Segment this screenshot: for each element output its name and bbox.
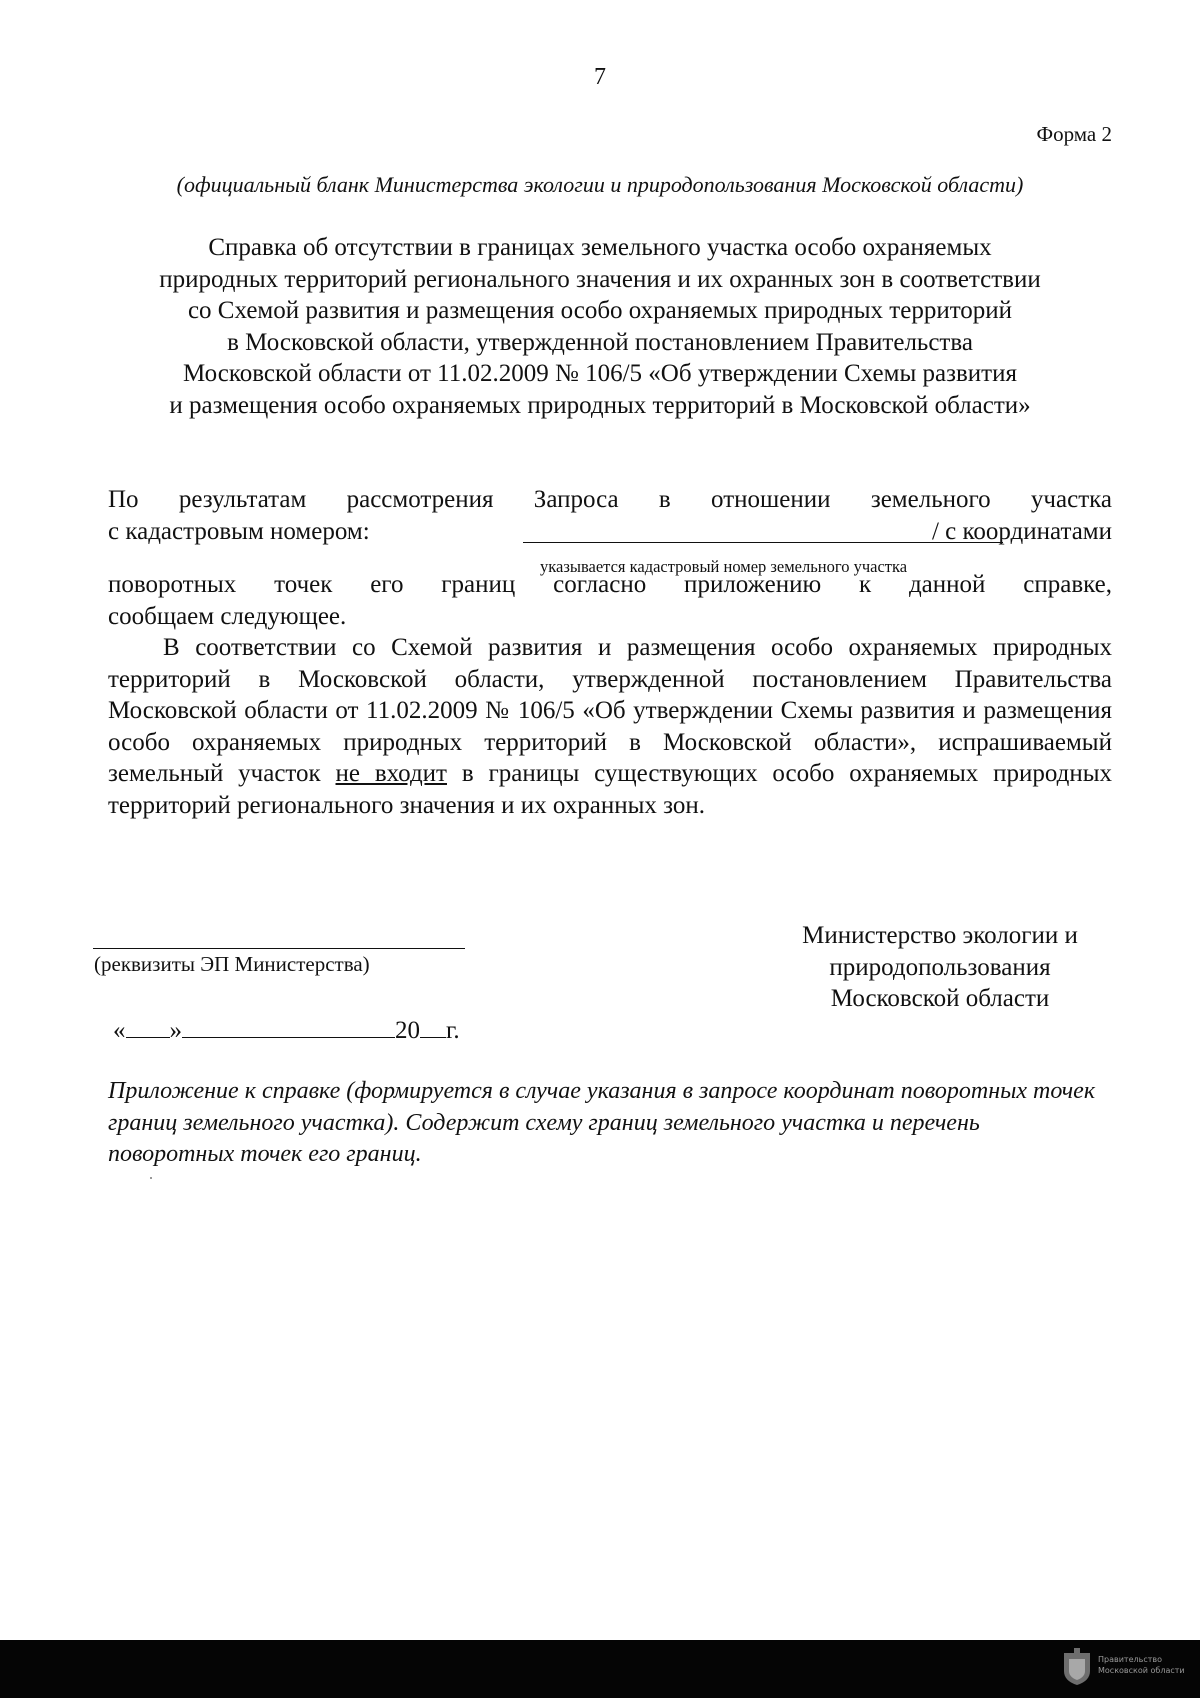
scan-speck <box>150 1177 152 1179</box>
signature-line <box>93 948 465 949</box>
paragraph-request <box>108 484 1112 576</box>
annex-note: Приложение к справке (формируется в случае указания в запросе координат поворотных точек границ земельного участка). Содержит схему границ земельного участка и перечень поворотных точек его границ. <box>108 1078 1096 1167</box>
title-line: природных территорий регионального значения и их охранных зон в соответствии <box>159 265 1041 293</box>
footer-bar <box>0 1640 1200 1698</box>
date-open-quote: « <box>113 1017 126 1044</box>
title-line: Справка об отсутствии в границах земельного участка особо охраняемых <box>208 234 992 261</box>
cadastre-label: с кадастровым номером: <box>108 517 370 545</box>
paragraph-request-line: сообщаем следующее. <box>108 602 347 630</box>
coat-of-arms-icon <box>1060 1647 1094 1687</box>
conclusion-text-after: в границы существующих особо охраняемых природных территорий регионального значения и их охранных зон. <box>108 760 1113 819</box>
ministry-line: природопользования <box>829 953 1051 981</box>
form-label: Форма 2 <box>1036 122 1112 146</box>
footer-text <box>1098 1654 1185 1676</box>
year-suffix: г. <box>446 1017 460 1044</box>
footer-line: Московской области <box>1098 1666 1185 1675</box>
cadastre-hint: указывается кадастровый номер земельного участка <box>540 556 908 576</box>
paragraph-request-line: По результатам рассмотрения Запроса в отношении земельного участка <box>108 486 1112 513</box>
date-line <box>113 1017 460 1045</box>
ministry-line: Московской области <box>830 985 1050 1012</box>
page-number: 7 <box>594 64 606 90</box>
month-blank[interactable] <box>182 1019 395 1038</box>
title-line: Московской области от 11.02.2009 № 106/5 «Об утверждении Схемы развития <box>183 360 1017 387</box>
paragraph-request-line: поворотных точек его границ согласно приложению к данной справке, <box>108 571 1112 598</box>
date-close-quote: » <box>169 1017 182 1044</box>
year-prefix: 20 <box>395 1017 420 1044</box>
title-line: и размещения особо охраняемых природных территорий в Московской области» <box>169 391 1031 419</box>
day-blank[interactable] <box>126 1019 170 1038</box>
title-line: со Схемой развития и размещения особо охраняемых природных территорий <box>187 297 1013 324</box>
letterhead-note: (официальный бланк Министерства экологии и природопользования Московской области) <box>176 172 1024 197</box>
cadastre-number-line <box>108 516 1112 576</box>
paragraph-request-continued <box>108 569 1112 632</box>
coordinates-label: / с координатами <box>931 517 1112 545</box>
signature-caption: (реквизиты ЭП Министерства) <box>94 952 370 976</box>
conclusion-text-before: В соответствии со Схемой развития и размещения особо охраняемых природных территорий в Московской области, утвержденной постановлением Правительства Московской области от 11.02.2009 № 106/5 «Об утверждении Схемы развития и размещения особо охраняемых природных территорий в Московской области», испрашиваемый земельный участок <box>108 634 1112 787</box>
paragraph-conclusion <box>108 632 1112 821</box>
document-title <box>100 232 1100 421</box>
footer-line: Правительство <box>1098 1655 1162 1664</box>
title-line: в Московской области, утвержденной постановлением Правительства <box>227 328 973 356</box>
ministry-line: Министерство экологии и <box>802 922 1078 949</box>
year-blank[interactable] <box>420 1019 446 1038</box>
ministry-name <box>760 920 1120 1015</box>
paragraph-conclusion-text <box>108 632 1112 821</box>
conclusion-underlined: не входит <box>335 760 447 787</box>
